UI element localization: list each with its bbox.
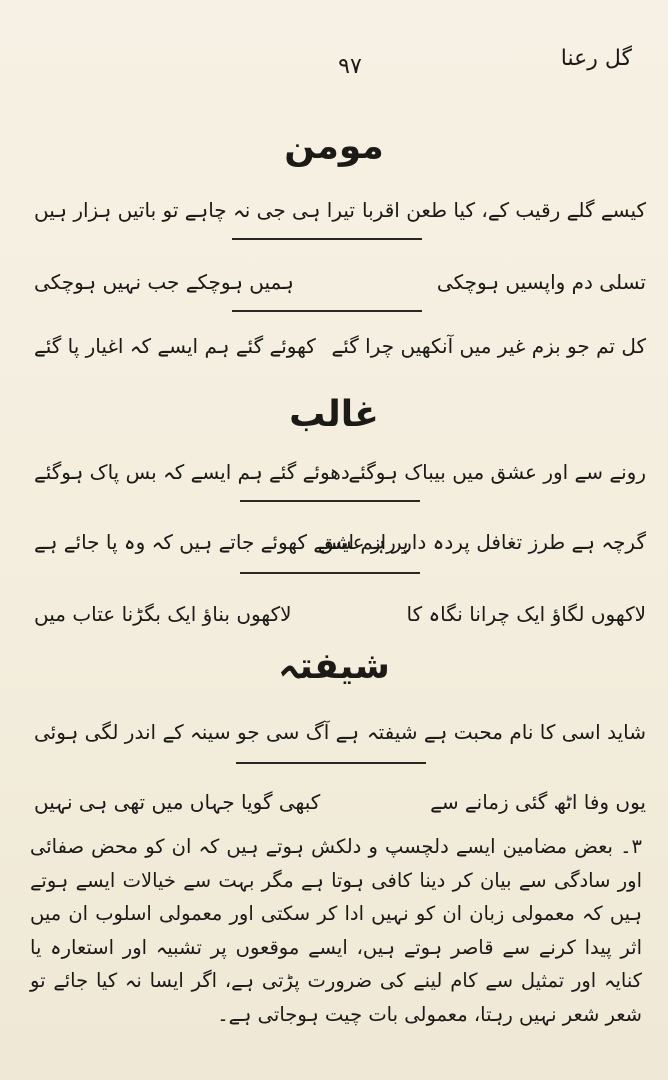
- couplet: [34, 530, 646, 570]
- misra-second: ہے آگ سی جو سینہ کے اندر لگی ہوئی: [34, 720, 360, 744]
- misra-first: کیسے گلے رقیب کے، کیا طعن اقربا: [362, 198, 646, 222]
- misra-first: شاید اسی کا نام محبت ہے شیفتہ: [366, 720, 646, 744]
- misra-second: پر ہم ایسے کھوئے جاتے ہیں کہ وہ پا جائے ہے: [34, 530, 409, 554]
- couplet-divider: [236, 762, 426, 764]
- couplet-divider: [240, 500, 420, 502]
- prose-paragraph: ۳۔ بعض مضامین ایسے دلچسپ و دلکش ہوتے ہیں کہ ان کو محض صفائی اور سادگی سے بیان کر دینا کافی ہوتا ہے مگر بہت سے خیالات ایسے ہوتے ہیں کہ معمولی زبان ان کو نہیں ادا کر سکتی اور معمولی اسلوب ان میں اثر پیدا کرنے سے قاصر ہوتے ہیں، ایسے موقعوں پر تشبیہ اور استعارہ یا کنایہ اور تمثیل سے کام لینے کی ضرورت پڑتی ہے، اگر ایسا نہ کیا جائے تو شعر شعر نہیں رہتا، معمولی بات چیت ہوجاتی ہے۔: [30, 835, 642, 1026]
- misra-first: کل تم جو بزم غیر میں آنکھیں چرا گئے: [331, 334, 646, 358]
- misra-second: دھوئے گئے ہم ایسے کہ بس پاک ہوگئے: [34, 460, 350, 484]
- misra-second: کھوئے گئے ہم ایسے کہ اغیار پا گئے: [34, 334, 316, 358]
- misra-first: گرچہ ہے طرز تغافل پردہ دار راز عشق: [318, 530, 646, 554]
- couplet: [34, 334, 646, 374]
- couplet-divider: [232, 310, 422, 312]
- misra-first: تسلی دم واپسیں ہوچکی: [436, 270, 646, 294]
- couplet: [34, 720, 646, 760]
- couplet: [34, 602, 646, 642]
- prose-section: [30, 830, 642, 1031]
- misra-first: رونے سے اور عشق میں بیباک ہوگئے: [348, 460, 646, 484]
- poet-heading-ghalib: غالب: [289, 394, 379, 435]
- poet-heading-shefta: شیفتہ: [278, 646, 390, 687]
- couplet: [34, 270, 646, 310]
- couplet: [34, 790, 646, 830]
- couplet: [34, 460, 646, 500]
- page-number: ۹۷: [338, 54, 362, 79]
- misra-second: لاکھوں بناؤ ایک بگڑنا عتاب میں: [34, 602, 292, 626]
- couplet-divider: [232, 238, 422, 240]
- misra-second: کبھی گویا جہاں میں تھی ہی نہیں: [34, 790, 321, 814]
- couplet-divider: [240, 572, 420, 574]
- misra-second: ہمیں ہوچکے جب نہیں ہوچکی: [34, 270, 294, 294]
- misra-first: یوں وفا اٹھ گئی زمانے سے: [430, 790, 646, 814]
- misra-first: لاکھوں لگاؤ ایک چرانا نگاہ کا: [406, 602, 646, 626]
- couplet: [34, 198, 646, 238]
- poet-heading-momin: مومن: [284, 126, 384, 167]
- misra-second: تیرا ہی جی نہ چاہے تو باتیں ہزار ہیں: [34, 198, 355, 222]
- running-header-title: گل رعنا: [560, 46, 632, 71]
